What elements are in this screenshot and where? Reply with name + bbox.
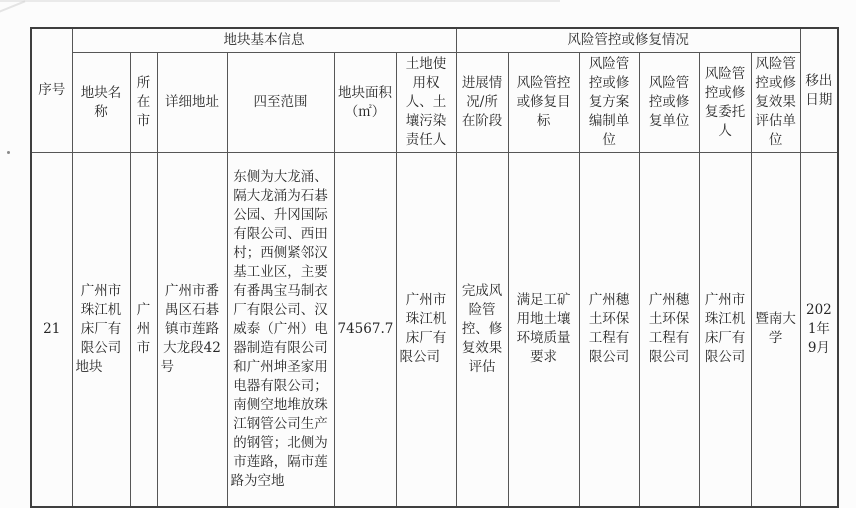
- cell-assessment-unit: 暨南大学: [751, 153, 800, 507]
- table-row: [31, 153, 838, 507]
- col-header-land-user: 土地使用权人、土壤污染责任人: [396, 53, 456, 153]
- cell-area: 74567.7: [334, 153, 396, 507]
- scan-corner-smudge: [0, 0, 25, 13]
- col-header-removal-date: 移出日期: [800, 28, 838, 153]
- cell-city: 广州市: [130, 153, 157, 507]
- cell-address: 广州市番禺区石碁镇市莲路大龙段42号: [157, 153, 227, 507]
- col-header-site-name: 地块名称: [72, 53, 130, 153]
- col-header-address: 详细地址: [157, 53, 227, 153]
- cell-plan-unit: 广州穗土环保工程有限公司: [579, 153, 639, 507]
- cell-boundaries: 东侧为大龙涌、隔大龙涌为石碁公园、升冈国际有限公司、西田村；西侧紧邻汉基工业区，主要有番禺宝马制衣厂有限公司、汉威泰（广州）电器制造有限公司和广州坤圣家用电器有限公司；南侧空地堆放珠江钢管公司生产的钢管；北侧为市莲路，隔市莲路为空地: [227, 153, 334, 507]
- scan-edge-streak: [0, 0, 560, 2]
- cell-land-user: 广州市珠江机床厂有限公司: [396, 153, 456, 507]
- col-header-area: 地块面积（㎡）: [334, 53, 396, 153]
- col-header-client: 风险管控或修复委托人: [699, 53, 751, 153]
- col-header-assessment-unit: 风险管控或修复效果评估单位: [751, 53, 800, 153]
- cell-removal-date: 2021年9月: [800, 153, 838, 507]
- col-header-progress: 进展情况/所在阶段: [456, 53, 508, 153]
- land-parcel-table: [30, 27, 839, 508]
- col-header-remediation-unit: 风险管控或修复单位: [639, 53, 699, 153]
- col-header-plan-unit: 风险管控或修复方案编制单位: [579, 53, 639, 153]
- group-header-row: [31, 28, 838, 53]
- col-header-serial: 序号: [31, 28, 72, 153]
- group-header-basic-info: 地块基本信息: [72, 28, 456, 53]
- column-header-row: [31, 53, 838, 153]
- cell-remediation-unit: 广州穗土环保工程有限公司: [639, 153, 699, 507]
- col-header-city: 所在市: [130, 53, 157, 153]
- cell-progress: 完成风险管控、修复效果评估: [456, 153, 508, 507]
- cell-site-name: 广州市珠江机床厂有限公司地块: [72, 153, 130, 507]
- col-header-boundaries: 四至范围: [227, 53, 334, 153]
- cell-serial: 21: [31, 153, 72, 507]
- cell-target: 满足工矿用地土壤环境质量要求: [508, 153, 579, 507]
- scan-speck: [7, 151, 10, 154]
- group-header-risk-info: 风险管控或修复情况: [456, 28, 800, 53]
- col-header-target: 风险管控或修复目标: [508, 53, 579, 153]
- cell-client: 广州市珠江机床厂有限公司: [699, 153, 751, 507]
